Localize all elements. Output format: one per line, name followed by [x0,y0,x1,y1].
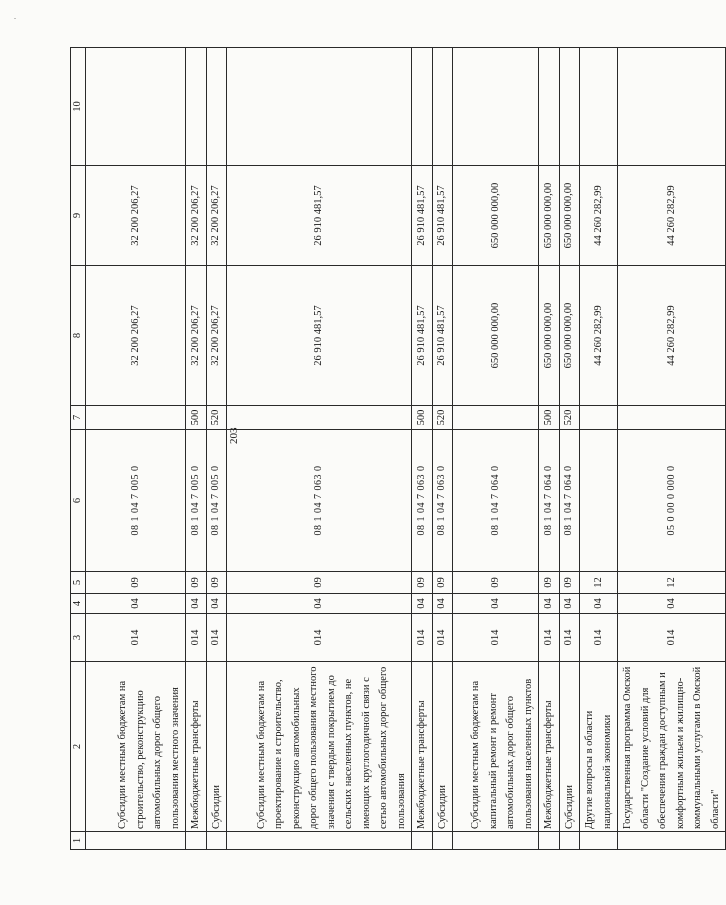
row-subsection: 09 [539,572,560,594]
table-row [86,48,186,850]
row-subsection: 12 [580,572,618,594]
row-subsection: 12 [618,572,726,594]
row-amount-total: 44 260 282,99 [618,266,726,406]
row-amount-total: 32 200 206,27 [186,266,207,406]
row-subsection: 09 [412,572,433,594]
row-expense-type [227,406,412,430]
row-expense-type: 500 [186,406,207,430]
row-amount-col10 [618,48,726,166]
row-code-admin: 014 [618,614,726,662]
header-col-3: 3 [71,614,86,662]
row-amount-total: 26 910 481,57 [412,266,433,406]
header-col-5: 5 [71,572,86,594]
row-name: Субсидии местным бюджетам на проектирование и строительство, реконструкцию автомобильных дорог общего пользования местного значения с твердым покрытием до сельских населенных пунктов, не имеющих круглогодичной связи с сетью автомобильных дорог общего пользования [227,662,412,832]
row-target-code: 08 1 04 7 063 0 [432,430,453,572]
row-expense-type [618,406,726,430]
row-code-admin: 014 [186,614,207,662]
header-col-6: 6 [71,430,86,572]
row-amount-total: 26 910 481,57 [227,266,412,406]
row-amount-total: 32 200 206,27 [206,266,227,406]
row-amount-col10 [206,48,227,166]
row-col-1 [227,832,412,850]
row-col-1 [412,832,433,850]
row-subsection: 09 [186,572,207,594]
row-amount-delegated: 26 910 481,57 [432,166,453,266]
row-name: Субсидии местным бюджетам на строительство, реконструкцию автомобильных дорог общего пользования местного значения [86,662,186,832]
row-amount-col10 [580,48,618,166]
row-subsection: 09 [86,572,186,594]
row-col-1 [186,832,207,850]
row-name: Государственная программа Омской области "Создание условий для обеспечения граждан доступным и комфортным жильем и жилищно-коммунальными услугами в Омской области" [618,662,726,832]
header-col-1: 1 [71,832,86,850]
row-target-code: 08 1 04 7 005 0 [186,430,207,572]
row-amount-col10 [453,48,539,166]
row-expense-type [580,406,618,430]
table-row [539,48,560,850]
table-row [432,48,453,850]
row-amount-delegated: 650 000 000,00 [539,166,560,266]
table-row [186,48,207,850]
row-subsection: 09 [453,572,539,594]
rotated-table-container [70,48,721,850]
row-expense-type [86,406,186,430]
row-expense-type: 520 [206,406,227,430]
row-amount-delegated: 26 910 481,57 [412,166,433,266]
row-amount-delegated: 650 000 000,00 [453,166,539,266]
row-amount-total: 44 260 282,99 [580,266,618,406]
row-section: 04 [206,594,227,614]
row-name: Другие вопросы в области национальной экономики [580,662,618,832]
row-target-code: 08 1 04 7 064 0 [539,430,560,572]
row-amount-delegated: 650 000 000,00 [559,166,580,266]
row-target-code: 08 1 04 7 064 0 [559,430,580,572]
header-col-4: 4 [71,594,86,614]
row-amount-col10 [412,48,433,166]
table-row [227,48,412,850]
budget-table [70,47,726,850]
row-section: 04 [580,594,618,614]
row-amount-col10 [559,48,580,166]
row-target-code [580,430,618,572]
table-row [580,48,618,850]
row-amount-col10 [432,48,453,166]
row-section: 04 [432,594,453,614]
row-section: 04 [186,594,207,614]
row-amount-delegated: 44 260 282,99 [618,166,726,266]
row-amount-total: 650 000 000,00 [453,266,539,406]
row-col-1 [559,832,580,850]
table-row [206,48,227,850]
row-target-code: 08 1 04 7 005 0 [86,430,186,572]
row-name: Субсидии [206,662,227,832]
row-code-admin: 014 [227,614,412,662]
row-amount-col10 [186,48,207,166]
table-row [412,48,433,850]
row-amount-delegated: 26 910 481,57 [227,166,412,266]
row-subsection: 09 [559,572,580,594]
row-name: Межбюджетные трансферты [412,662,433,832]
row-expense-type: 500 [412,406,433,430]
row-subsection: 09 [206,572,227,594]
row-amount-col10 [227,48,412,166]
table-row [618,48,726,850]
row-name: Межбюджетные трансферты [186,662,207,832]
row-target-code: 08 1 04 7 063 0 [227,430,412,572]
row-amount-delegated: 32 200 206,27 [206,166,227,266]
row-section: 04 [412,594,433,614]
row-expense-type: 500 [539,406,560,430]
row-section: 04 [618,594,726,614]
row-amount-total: 26 910 481,57 [432,266,453,406]
row-section: 04 [453,594,539,614]
row-code-admin: 014 [580,614,618,662]
row-code-admin: 014 [412,614,433,662]
header-col-7: 7 [71,406,86,430]
row-expense-type: 520 [559,406,580,430]
row-name: Субсидии [432,662,453,832]
row-col-1 [206,832,227,850]
row-target-code: 08 1 04 7 063 0 [412,430,433,572]
row-amount-col10 [539,48,560,166]
row-code-admin: 014 [432,614,453,662]
header-col-10: 10 [71,48,86,166]
header-number-row [71,48,86,850]
row-name: Межбюджетные трансферты [539,662,560,832]
row-name: Субсидии местным бюджетам на капитальный ремонт и ремонт автомобильных дорог общего пользования населенных пунктов [453,662,539,832]
row-amount-delegated: 32 200 206,27 [186,166,207,266]
row-col-1 [618,832,726,850]
row-col-1 [453,832,539,850]
row-code-admin: 014 [86,614,186,662]
row-amount-total: 650 000 000,00 [559,266,580,406]
row-col-1 [86,832,186,850]
row-amount-delegated: 44 260 282,99 [580,166,618,266]
row-target-code: 05 0 00 0 000 0 [618,430,726,572]
row-code-admin: 014 [453,614,539,662]
row-amount-total: 32 200 206,27 [86,266,186,406]
row-target-code: 08 1 04 7 005 0 [206,430,227,572]
row-subsection: 09 [227,572,412,594]
row-subsection: 09 [432,572,453,594]
row-col-1 [539,832,560,850]
header-col-9: 9 [71,166,86,266]
row-section: 04 [86,594,186,614]
row-code-admin: 014 [539,614,560,662]
row-col-1 [432,832,453,850]
row-code-admin: 014 [559,614,580,662]
row-name: Субсидии [559,662,580,832]
row-amount-delegated: 32 200 206,27 [86,166,186,266]
row-code-admin: 014 [206,614,227,662]
row-expense-type: 520 [432,406,453,430]
row-expense-type [453,406,539,430]
row-col-1 [580,832,618,850]
scan-speck: . [14,12,16,21]
row-section: 04 [227,594,412,614]
row-amount-col10 [86,48,186,166]
header-col-8: 8 [71,266,86,406]
page-number: 203 [228,427,240,444]
row-section: 04 [539,594,560,614]
row-amount-total: 650 000 000,00 [539,266,560,406]
row-target-code: 08 1 04 7 064 0 [453,430,539,572]
header-col-2: 2 [71,662,86,832]
row-section: 04 [559,594,580,614]
table-row [559,48,580,850]
table-row [453,48,539,850]
